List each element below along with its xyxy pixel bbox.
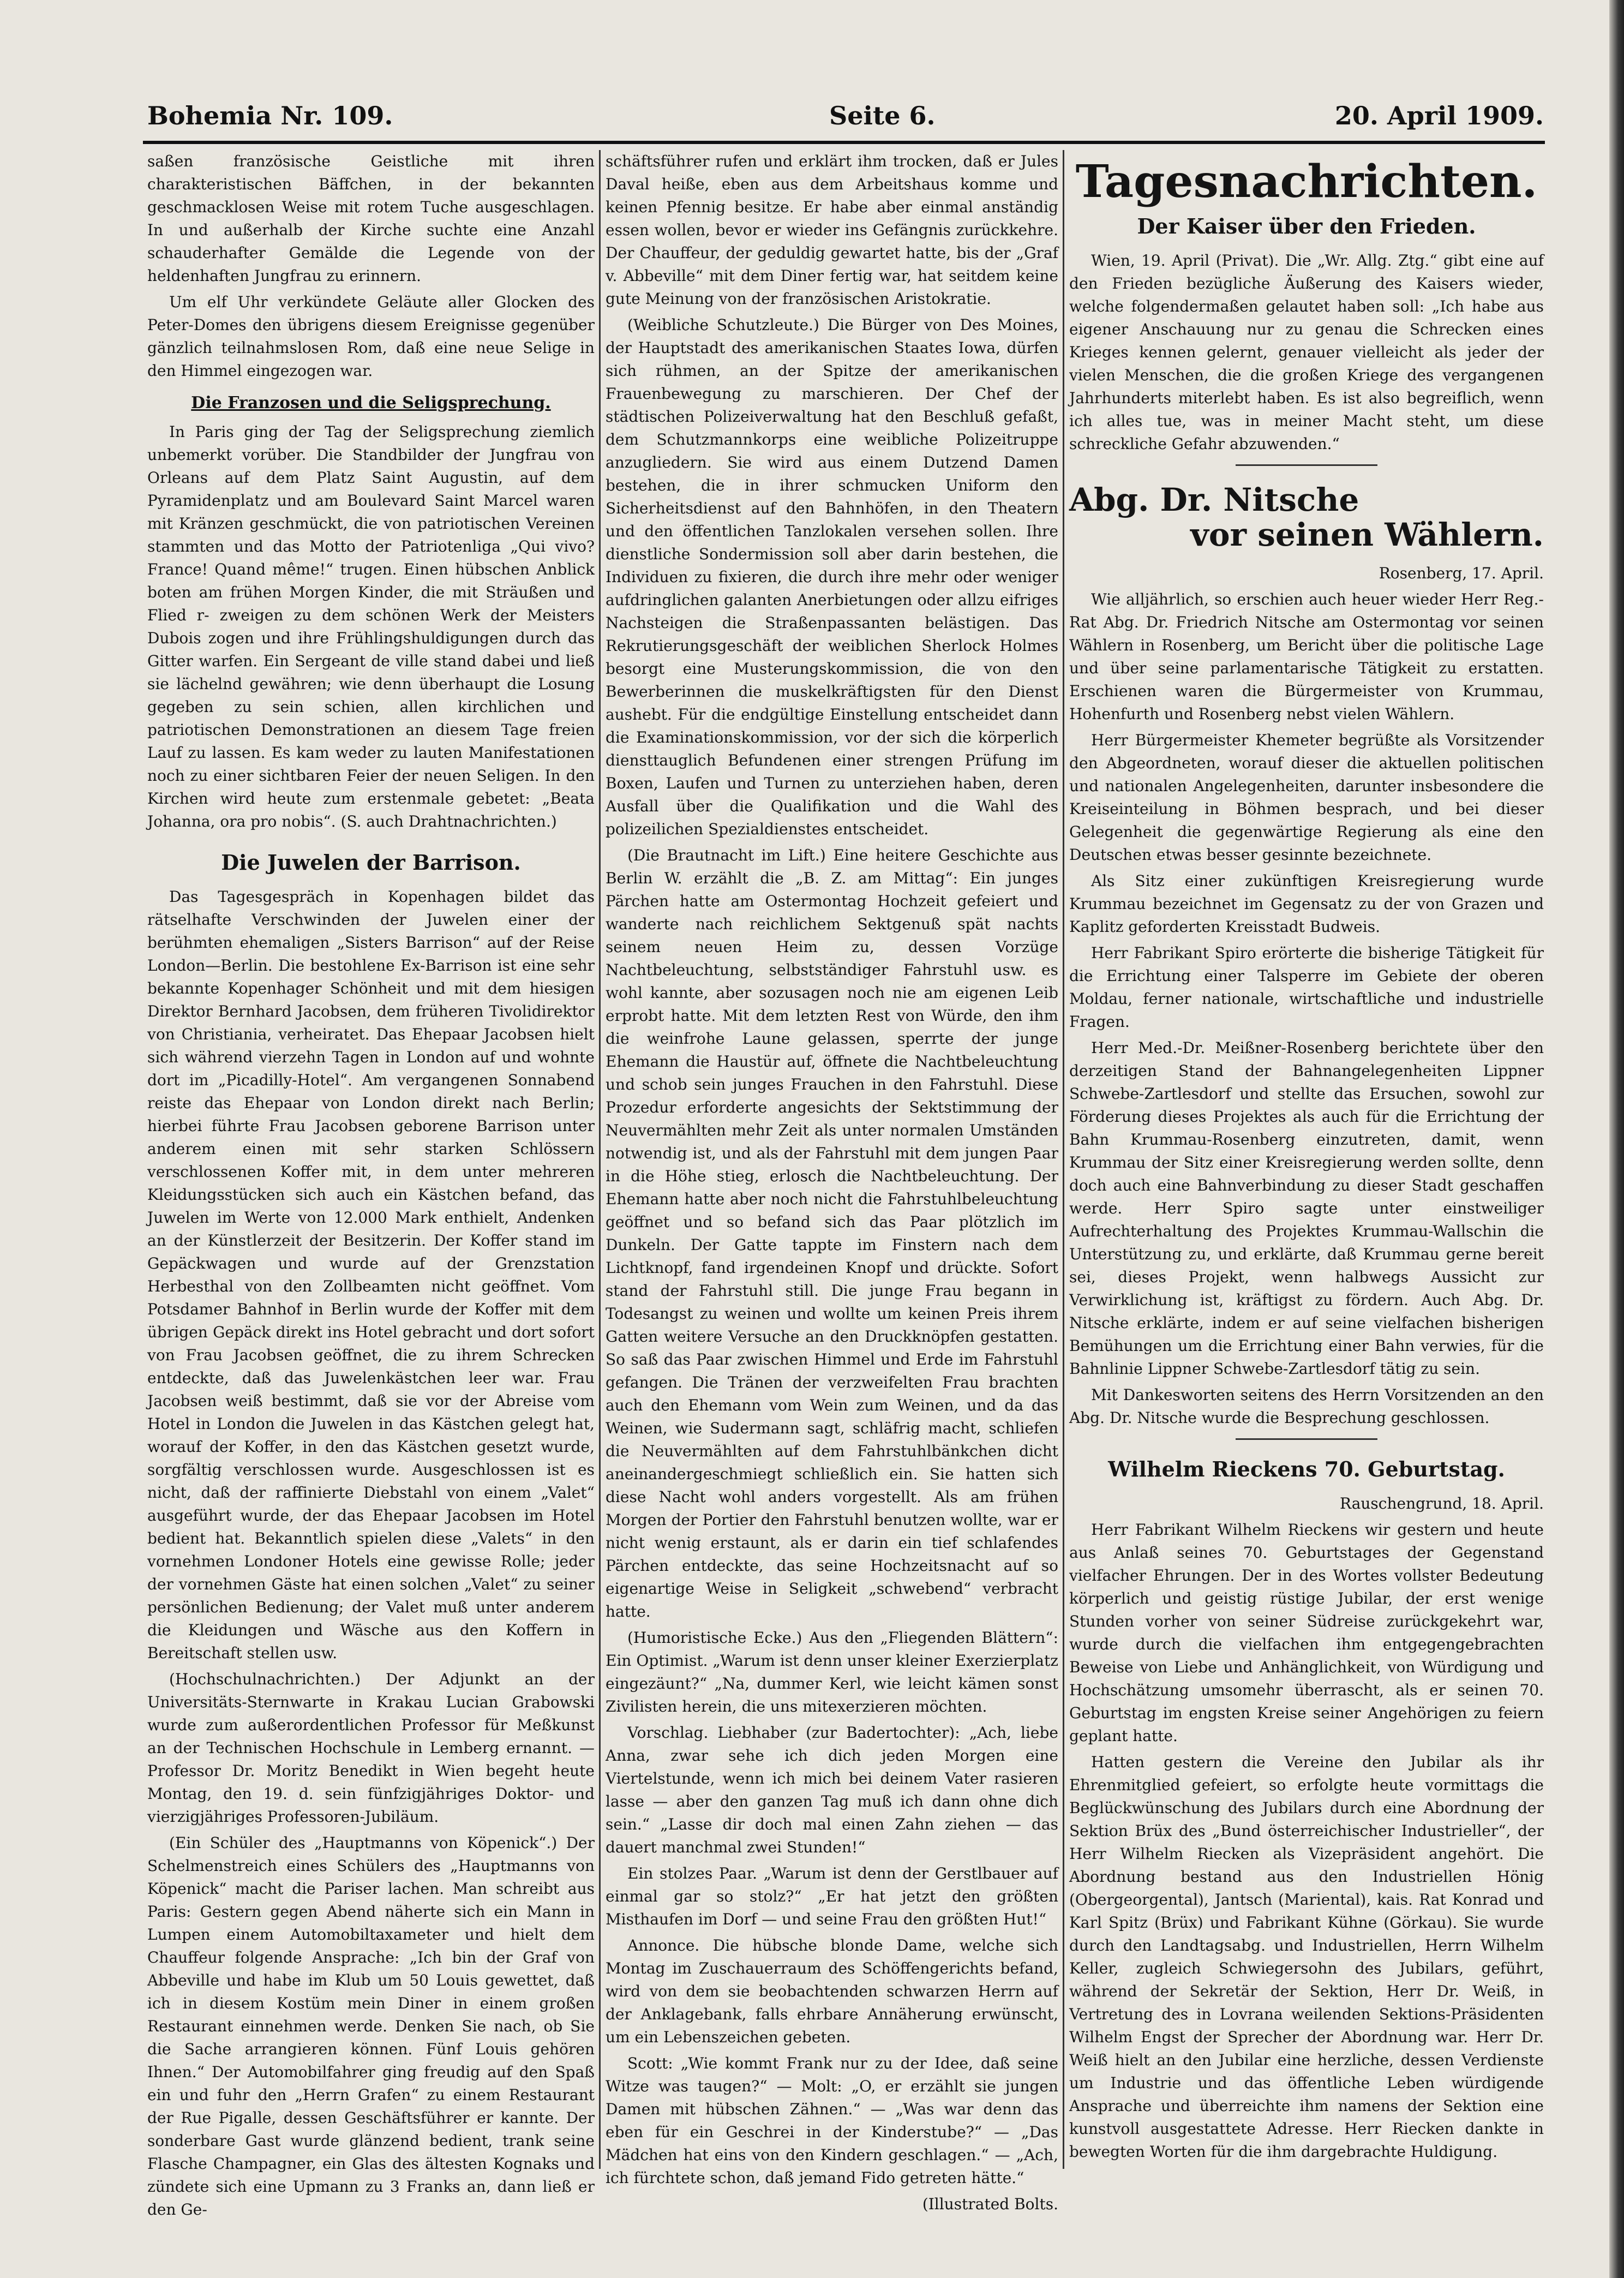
- article-heading: vor seinen Wählern.: [1190, 516, 1544, 553]
- paragraph: saßen französische Geistliche mit ihren charakteristischen Bäffchen, in der bekannten geschmacklosen Weise mit rotem Tuche ausgeschlagen. In und außerhalb der Kirche suchte eine Anzahl schauderhafter Gemälde die Legende von der heldenhaften Jungfrau zu erinnern.: [147, 152, 595, 285]
- header-rule: [143, 141, 1545, 144]
- source-signature: (Illustrated Bolts.: [922, 2195, 1058, 2213]
- paragraph: Vorschlag. Liebhaber (zur Badertochter): „Ach, liebe Anna, zwar sehe ich dich jeden Morgen eine Viertelstunde, wenn ich mich bei deinem Vater rasieren lasse — aber den ganzen Tag muß ich dann ohne dich sein.“ „Lasse dir doch mal einen Zahn ziehen — das dauert manchmal zwei Stunden!“: [606, 1724, 1058, 1856]
- paragraph: Wien, 19. April (Privat). Die „Wr. Allg. Ztg.“ gibt eine auf den Frieden bezügliche Äußerung des Kaisers wieder, welche folgendermaßen gelautet haben soll: „Ich habe aus eigener Anschauung nur zu genau die Schrecken eines Krieges kennen gelernt, genauer vielleicht als jeder der vielen Menschen, die die großen Kriege des vergangenen Jahrhunderts miterlebt haben. Es ist also begreiflich, wenn ich alles tue, was in meiner Macht steht, um diese schreckliche Gefahr abzuwenden.“: [1069, 252, 1544, 453]
- article-divider: [1236, 464, 1377, 466]
- column-2: [606, 150, 1058, 2221]
- paragraph: Mit Dankesworten seitens des Herrn Vorsitzenden an den Abg. Dr. Nitsche wurde die Besprechung geschlossen.: [1069, 1386, 1544, 1427]
- section-heading: Die Franzosen und die Seligsprechung.: [191, 393, 551, 412]
- article-heading: Der Kaiser über den Frieden.: [1137, 214, 1476, 238]
- paragraph: Hatten gestern die Vereine den Jubilar als ihr Ehrenmitglied gefeiert, so erfolgte heute vormittags die Beglückwünschung des Jubilars durch eine Abordnung der Sektion Brüx des „Bund österreichischer Industrieller“, der Herr Wilhelm Riecken als Vizepräsident angehört. Die Abordnung bestand aus den Industriellen Hönig (Obergeorgental), Jantsch (Mariental), kais. Rat Konrad und Karl Spitz (Brüx) und Fabrikant Kühne (Görkau). Sie wurde durch den Landtagsabg. und Industriellen, Herrn Wilhelm Keller, zugleich Schwiegersohn des Jubilars, geführt, während der Sekretär der Sektion, Herr Dr. Weiß, in Vertretung des in Lovrana weilenden Sektions-Präsidenten Wilhelm Engst der Sprecher der Abordnung war. Herr Dr. Weiß hielt an den Jubilar eine herzliche, dessen Verdienste um Industrie und das öffentliche Leben würdigende Ansprache und überreichte ihm namens der Sektion eine kunstvoll ausgestattete Adresse. Herr Riecken dankte in bewegten Worten für die ihm dargebrachte Huldigung.: [1069, 1753, 1544, 2161]
- column-divider: [599, 150, 601, 2169]
- paragraph: Um elf Uhr verkündete Geläute aller Glocken des Peter-Domes den übrigens diesem Ereignisse gegenüber gänzlich teilnahmslosen Rom, daß eine neue Selige in den Himmel eingezogen war.: [147, 293, 595, 380]
- dateline: Rauschengrund, 18. April.: [1339, 1494, 1544, 1512]
- page-header: [147, 95, 1544, 139]
- dateline: Rosenberg, 17. April.: [1379, 564, 1544, 582]
- header-issue: Bohemia Nr. 109.: [147, 101, 393, 130]
- header-date: 20. April 1909.: [1334, 101, 1544, 130]
- article-heading: Abg. Dr. Nitsche: [1069, 481, 1359, 518]
- section-title: Tagesnachrichten.: [1075, 156, 1538, 208]
- column-1: [147, 150, 595, 2225]
- paragraph: (Humoristische Ecke.) Aus den „Fliegenden Blättern“: Ein Optimist. „Warum ist denn unser kleiner Exerzierplatz eingezäunt?“ „Na, dummer Kerl, wie leicht kämen sonst Zivilisten herein, die uns mitexerzieren möchten.: [606, 1629, 1058, 1715]
- article-heading: Wilhelm Rieckens 70. Geburtstag.: [1108, 1457, 1505, 1481]
- paragraph: In Paris ging der Tag der Seligsprechung ziemlich unbemerkt vorüber. Die Standbilder der Jungfrau von Orleans auf dem Platz Saint Augustin, auf dem Pyramidenplatz und am Boulevard Saint Marcel waren mit Kränzen geschmückt, die von patriotischen Vereinen stammten und das Motto der Patriotenliga „Qui vivo? France! Quand même!“ trugen. Einen hübschen Anblick boten am frühen Morgen Kinder, die mit Sträußen und Flied r- zweigen zu dem schönen Werk der Meisters Dubois zogen und ihre Frühlingshuldigungen durch das Gitter warfen. Ein Sergeant de ville stand dabei und ließ sie lächelnd gewähren; wie denn überhaupt die Losung gegeben zu sein schien, allen kirchlichen und patriotischen Demonstrationen an diesem Tage freien Lauf zu lassen. Es kam weder zu lauten Manifestationen noch zu einer sichtbaren Feier der neuen Seligen. In den Kirchen wird heute zum erstenmale gebetet: „Beata Johanna, ora pro nobis“. (S. auch Drahtnachrichten.): [147, 423, 595, 830]
- paragraph: Herr Fabrikant Wilhelm Rieckens wir gestern und heute aus Anlaß seines 70. Geburtstages der Gegenstand vielfacher Ehrungen. Der in des Wortes vollster Bedeutung körperlich und geistig rüstige Jubilar, der erst wenige Stunden vorher von seiner Südreise zurückgekehrt war, wurde durch die vielfachen ihm entgegengebrachten Beweise von Liebe und Anhänglichkeit, von Würdigung und Hochschätzung umsomehr überrascht, als er seinen 70. Geburtstag im engsten Kreise seiner Angehörigen zu feiern geplant hatte.: [1069, 1521, 1544, 1745]
- paragraph: (Die Brautnacht im Lift.) Eine heitere Geschichte aus Berlin W. erzählt die „B. Z. am Mittag“: Ein junges Pärchen hatte am Ostermontag Hochzeit gefeiert und wanderte nach reichlichem Sektgenuß spät nachts seinem neuen Heim zu, dessen Vorzüge Nachtbeleuchtung, selbstständiger Fahrstuhl usw. es wohl kannte, aber sozusagen noch nie am eigenen Leib erprobt hatte. Mit dem letzten Rest von Würde, den ihm die weinfrohe Laune gelassen, sperrte der junge Ehemann die Haustür auf, öffnete die Nachtbeleuchtung und schob sein junges Frauchen in den Fahrstuhl. Diese Prozedur erforderte angesichts der Sektstimmung der Neuvermählten mehr Zeit als unter normalen Umständen notwendig ist, und als der Fahrstuhl mit dem jungen Paar in die Höhe stieg, erlosch die Nachtbeleuchtung. Der Ehemann hatte aber noch nicht die Fahrstuhlbeleuchtung geöffnet und so befand sich das Paar plötzlich im Dunkeln. Der Gatte tappte im Finstern nach dem Lichtknopf, fand irgendeinen Knopf und drückte. Sofort stand der Fahrstuhl still. Die junge Frau begann in Todesangst zu weinen und wollte um keinen Preis ihrem Gatten weitere Versuche an den Druckknöpfen gestatten. So saß das Paar zwischen Himmel und Erde im Fahrstuhl gefangen. Die Tränen der verzweifelten Frau brachten auch den Ehemann vom Wein zum Weinen, und da das Weinen, wie Sudermann sagt, schläfrig macht, schliefen die Neuvermählten auf dem Fahrstuhlbänkchen dicht aneinandergeschmiegt schließlich ein. Sie hatten sich diese Nacht wohl anders vorgestellt. Als am frühen Morgen der Portier den Fahrstuhl benutzen wollte, war er nicht wenig erstaunt, als er darin ein tief schlafendes Pärchen entdeckte, das seine Hochzeitsnacht auf so eigenartige Weise in Seligkeit „schwebend“ verbracht hatte.: [606, 846, 1058, 1621]
- paragraph: Scott: „Wie kommt Frank nur zu der Idee, daß seine Witze was taugen?“ — Molt: „O, er erzählt sie jungen Damen mit hübschen Zähnen.“ — „Was war denn das eben für ein Geschrei in der Kinderstube?“ — „Das Mädchen hat eins von den Kindern geschlagen.“ — „Ach, ich fürchtete schon, daß jemand Fido getreten hätte.“: [606, 2054, 1058, 2187]
- paragraph: (Ein Schüler des „Hauptmanns von Köpenick“.) Der Schelmenstreich eines Schülers des „Hauptmanns von Köpenick“ macht die Pariser lachen. Man schreibt aus Paris: Gestern gegen Abend näherte sich ein Mann in Lumpen einem Automobiltaxameter und hielt dem Chauffeur folgende Ansprache: „Ich bin der Graf von Abbeville und habe im Klub um 50 Louis gewettet, daß ich in diesem Kostüm mein Diner in einem großen Restaurant einnehmen werde. Denken Sie nach, ob Sie die Sache arrangieren können. Fünf Louis gehören Ihnen.“ Der Automobilfahrer ging freudig auf den Spaß ein und fuhr den „Herrn Grafen“ zu einem Restaurant der Rue Pigalle, dessen Geschäftsführer er kannte. Der sonderbare Gast wurde glänzend bedient, trank seine Flasche Champagner, ein Glas des ältesten Kognaks und zündete sich eine Upmann zu 3 Franks an, dann ließ er den Ge-: [147, 1834, 595, 2219]
- paragraph: (Weibliche Schutzleute.) Die Bürger von Des Moines, der Hauptstadt des amerikanischen Staates Iowa, dürfen sich rühmen, an der Spitze der amerikanischen Frauenbewegung zu marschieren. Der Chef der städtischen Polizeiverwaltung hat den Beschluß gefaßt, dem Schutzmannkorps eine weibliche Polizeitruppe anzugliedern. Sie wird aus einem Dutzend Damen bestehen, die in ihrer schmucken Uniform den Sicherheitsdienst auf den Bahnhöfen, in den Theatern und den öffentlichen Tanzlokalen versehen sollen. Ihre dienstliche Sondermission soll aber darin bestehen, die Individuen zu fixieren, die durch ihre mehr oder weniger aufdringlichen galanten Anerbietungen oder allzu eifriges Nachsteigen die Straßenpassanten belästigen. Das Rekrutierungsgeschäft der weiblichen Sherlock Holmes besorgt eine Musterungskommission, die von den Bewerberinnen die muskelkräftigsten für den Dienst aushebt. Für die endgültige Einstellung entscheidet dann die Examinationskommission, vor der sich die körperlich diensttauglich Befundenen einer strengen Prüfung im Boxen, Laufen und Turnen zu unterziehen haben, deren Ausfall über die Qualifikation und die Wahl des polizeilichen Spezialdienstes entscheidet.: [606, 316, 1058, 838]
- paragraph: Herr Bürgermeister Khemeter begrüßte als Vorsitzender den Abgeordneten, worauf dieser die aktuellen politischen und nationalen Angelegenheiten, darunter insbesondere die Kreiseinteilung in Böhmen besprach, und bei dieser Gelegenheit die gegenwärtige Regierung als eine den Deutschen etwas besser gesinnte bezeichnete.: [1069, 731, 1544, 864]
- column-3: [1069, 150, 1544, 2167]
- article-divider: [1236, 1438, 1377, 1440]
- scan-edge: [1609, 0, 1624, 2278]
- paragraph: Das Tagesgespräch in Kopenhagen bildet das rätselhafte Verschwinden der Juwelen einer der berühmten ehemaligen „Sisters Barrison“ auf der Reise London—Berlin. Die bestohlene Ex-Barrison ist eine sehr bekannte Kopenhager Schönheit und mit dem hiesigen Direktor Bernhard Jacobsen, dem früheren Tivolidirektor von Christiania, verheiratet. Das Ehepaar Jacobsen hielt sich während vierzehn Tagen in London auf und wohnte dort im „Picadilly-Hotel“. Am vergangenen Sonnabend reiste das Ehepaar von London direkt nach Berlin; hierbei führte Frau Jacobsen geborene Barrison unter anderem einen mit sehr starken Schlössern verschlossenen Koffer mit, in dem unter mehreren Kleidungsstücken sich auch ein Kästchen befand, das Juwelen im Werte von 12.000 Mark enthielt, Andenken an der Künstlerzeit der Besitzerin. Der Koffer stand im Gepäckwagen und wurde auf der Grenzstation Herbesthal von den Zollbeamten nicht geöffnet. Vom Potsdamer Bahnhof in Berlin wurde der Koffer mit dem übrigen Gepäck direkt ins Hotel gebracht und dort sofort von Frau Jacobsen geöffnet, die zu ihrem Schrecken entdeckte, daß das Juwelenkästchen leer war. Frau Jacobsen weiß bestimmt, daß sie vor der Abreise vom Hotel in London die Juwelen in das Kästchen gelegt hat, worauf der Koffer, in den das Kästchen gesetzt wurde, sorgfältig verschlossen wurde. Ausgeschlossen ist es nicht, daß der raffinierte Diebstahl von einem „Valet“ ausgeführt wurde, der das Ehepaar Jacobsen im Hotel bedient hat. Bekanntlich spielen diese „Valets“ in den vornehmen Londoner Hotels eine gewisse Rolle; jeder der vornehmen Gäste hat einen solchen „Valet“ zu seiner persönlichen Bedienung; der Valet muß unter anderem die Kleidungen und Wäsche aus den Koffern in Bereitschaft stellen usw.: [147, 888, 595, 1662]
- paragraph: Herr Med.-Dr. Meißner-Rosenberg berichtete über den derzeitigen Stand der Bahnangelegenheiten Lippner Schwebe-Zartlesdorf und stellte das Ersuchen, sowohl zur Förderung dieses Projektes als auch für die Errichtung der Bahn Krummau-Rosenberg einzutreten, damit, wenn Krummau der Sitz einer Kreisregierung werden sollte, denn doch auch eine Bahnverbindung zu dieser Stadt geschaffen werde. Herr Spiro sagte unter einstweiliger Aufrechterhaltung des Projektes Krummau-Wallschin die Unterstützung zu, und erklärte, daß Krummau gerne bereit sei, dieses Projekt, wenn halbwegs Aussicht zur Verwirklichung ist, kräftigst zu fördern. Auch Abg. Dr. Nitsche erklärte, indem er auf seine vielfachen bisherigen Bemühungen um die Errichtung einer Bahn verwies, für die Bahnlinie Lippner Schwebe-Zartlesdorf tätig zu sein.: [1069, 1039, 1544, 1378]
- column-divider: [1063, 150, 1064, 2169]
- paragraph: Wie alljährlich, so erschien auch heuer wieder Herr Reg.-Rat Abg. Dr. Friedrich Nitsche am Ostermontag vor seinen Wählern in Rosenberg, um Bericht über die politische Lage und über seine parlamentarische Tätigkeit zu erstatten. Erschienen waren die Bürgermeister von Krummau, Hohenfurth und Rosenberg nebst vielen Wählern.: [1069, 590, 1544, 723]
- header-page-number: Seite 6.: [829, 101, 936, 130]
- paragraph: Annonce. Die hübsche blonde Dame, welche sich Montag im Zuschauerraum des Schöffengerichts befand, wird von dem sie beobachtenden schwarzen Herrn auf der Anklagebank, falls ehrbare Annäherung erwünscht, um ein Lebenszeichen gebeten.: [606, 1936, 1058, 2046]
- paragraph: schäftsführer rufen und erklärt ihm trocken, daß er Jules Daval heiße, eben aus dem Arbeitshaus komme und keinen Pfennig besitze. Er habe aber einmal anständig essen wollen, bevor er wieder ins Gefängnis zurückkehre. Der Chauffeur, der geduldig gewartet hatte, bis der „Graf v. Abbeville“ mit dem Diner fertig war, hat seitdem keine gute Meinung von der französischen Aristokratie.: [606, 152, 1058, 308]
- paragraph: Herr Fabrikant Spiro erörterte die bisherige Tätigkeit für die Errichtung einer Talsperre im Gebiete der oberen Moldau, ferner nationale, wirtschaftliche und industrielle Fragen.: [1069, 944, 1544, 1031]
- paragraph: Als Sitz einer zukünftigen Kreisregierung wurde Krummau bezeichnet im Gegensatz zu der von Grazen und Kaplitz geforderten Kreisstadt Budweis.: [1069, 872, 1544, 936]
- paragraph: Ein stolzes Paar. „Warum ist denn der Gerstlbauer auf einmal gar so stolz?“ „Er hat jetzt den größten Misthaufen im Dorf — und seine Frau den größten Hut!“: [606, 1864, 1058, 1928]
- paragraph: (Hochschulnachrichten.) Der Adjunkt an der Universitäts-Sternwarte in Krakau Lucian Grabowski wurde zum außerordentlichen Professor für Meßkunst an der Technischen Hochschule in Lemberg ernannt. — Professor Dr. Moritz Benedikt in Wien begeht heute Montag, den 19. d. sein fünfzigjähriges Doktor- und vierzigjähriges Professoren-Jubiläum.: [147, 1670, 595, 1826]
- article-heading: Die Juwelen der Barrison.: [221, 850, 521, 875]
